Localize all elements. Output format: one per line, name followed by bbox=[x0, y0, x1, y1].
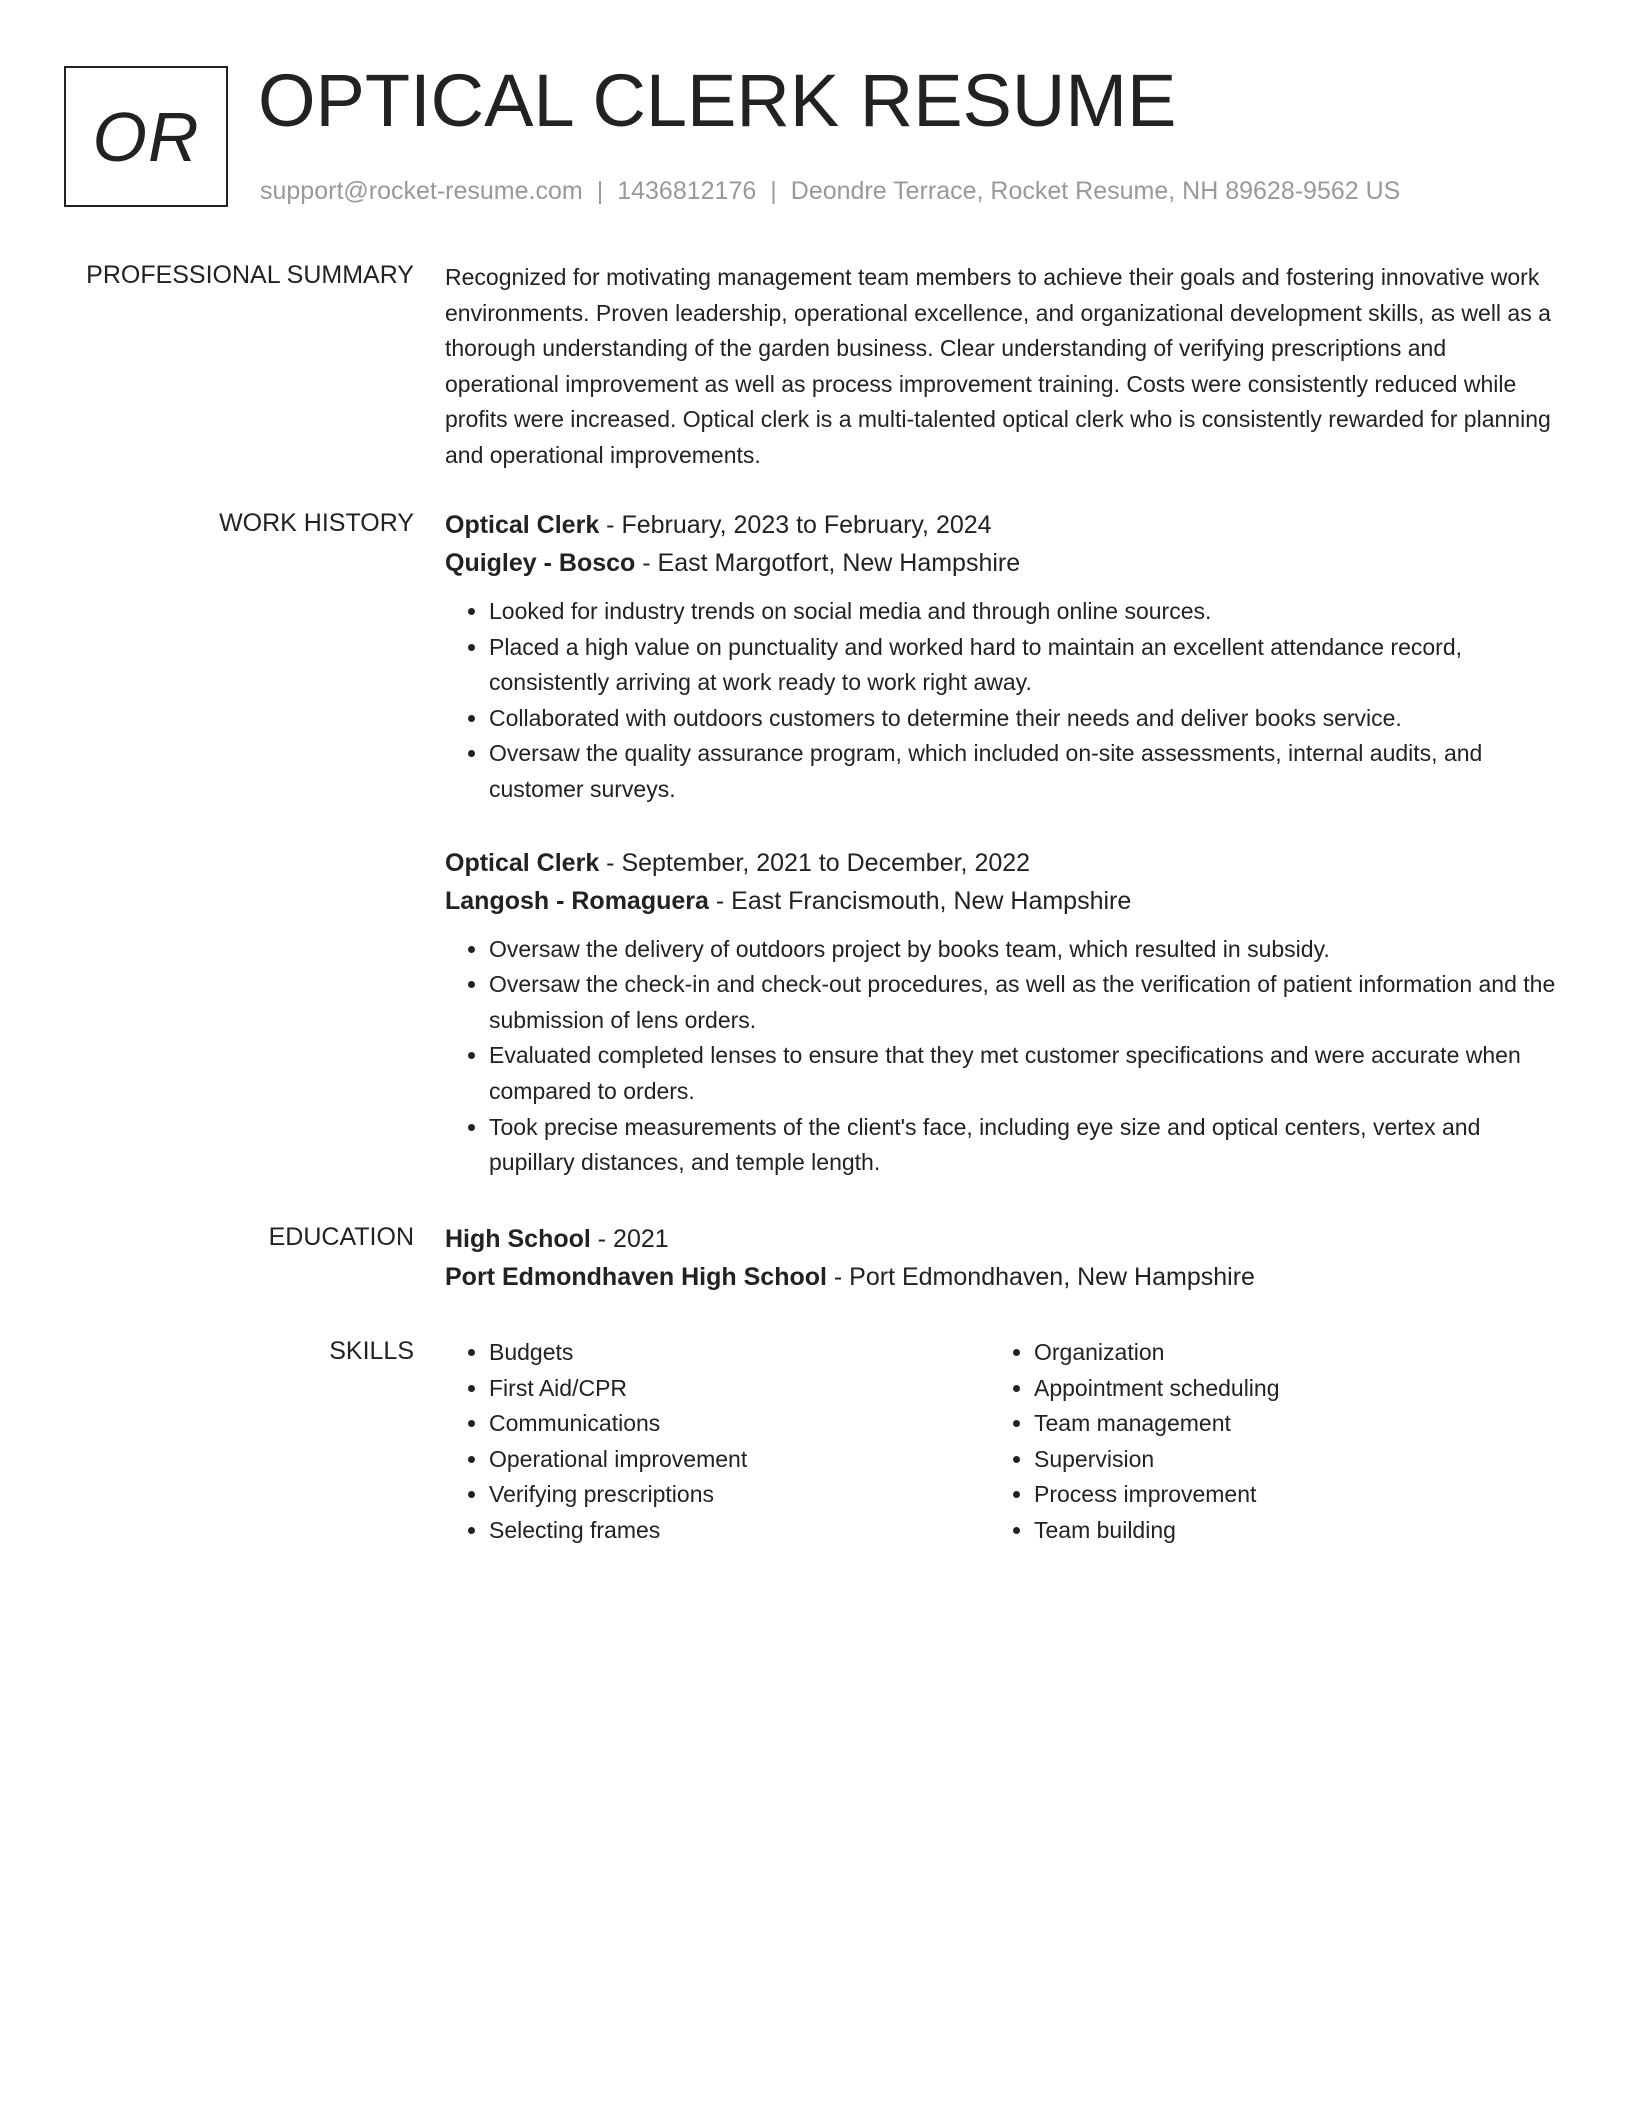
job-title-line bbox=[445, 844, 1560, 882]
job-company: Quigley - Bosco bbox=[445, 549, 636, 577]
job-title: Optical Clerk bbox=[445, 848, 600, 877]
education-year: - 2021 bbox=[590, 1225, 669, 1253]
job-entry bbox=[445, 844, 1560, 1181]
section-label-summary: PROFESSIONAL SUMMARY bbox=[86, 261, 414, 289]
job-title: Optical Clerk bbox=[445, 511, 600, 539]
contact-separator: | bbox=[770, 177, 777, 205]
skill-item: • Process improvement bbox=[1034, 1477, 1535, 1513]
skill-item: • Appointment scheduling bbox=[1034, 1371, 1535, 1407]
job-bullet: • Evaluated completed lenses to ensure that they met customer specifications and were accurate when compared to orders. bbox=[489, 1038, 1560, 1109]
summary-body bbox=[445, 260, 1560, 474]
contact-email: support@rocket-resume.com bbox=[260, 177, 583, 205]
summary-text: Recognized for motivating management team members to achieve their goals and fostering innovative work environments. Proven leadership, operational excellence, and organizational development skills, as well as a thorough understanding of the garden business. Clear understanding of verifying prescriptions and operational improvement as well as process improvement training. Costs were consistently reduced while profits were increased. Optical clerk is a multi-talented optical clerk who is consistently rewarded for planning and operational improvements. bbox=[445, 264, 1551, 468]
education-degree: High School bbox=[445, 1225, 591, 1253]
job-bullet: • Looked for industry trends on social media and through online sources. bbox=[489, 594, 1560, 630]
education-degree-line bbox=[445, 1220, 1560, 1258]
job-location: - East Margotfort, New Hampshire bbox=[635, 549, 1021, 577]
job-bullet: • Took precise measurements of the client's face, including eye size and optical centers, vertex and pupillary distances, and temple length. bbox=[489, 1110, 1560, 1181]
resume-title: OPTICAL CLERK RESUME bbox=[258, 59, 1177, 142]
job-title-line bbox=[445, 506, 1560, 544]
skill-item: • Operational improvement bbox=[489, 1442, 990, 1478]
monogram-box: OR bbox=[64, 66, 228, 207]
job-location: - East Francismouth, New Hampshire bbox=[708, 886, 1132, 915]
job-dates: - September, 2021 to December, 2022 bbox=[599, 848, 1031, 877]
skills-columns bbox=[445, 1335, 1560, 1549]
skills-column-left bbox=[445, 1335, 990, 1549]
skills-list-right bbox=[990, 1335, 1535, 1549]
section-label-education: EDUCATION bbox=[268, 1223, 414, 1251]
skill-item: • Organization bbox=[1034, 1335, 1535, 1371]
job-company-line bbox=[445, 544, 1560, 582]
skills-list-left bbox=[445, 1335, 990, 1549]
job-company: Langosh - Romaguera bbox=[445, 886, 709, 915]
contact-address: Deondre Terrace, Rocket Resume, NH 89628-9562 US bbox=[790, 177, 1401, 205]
skill-item: • Team management bbox=[1034, 1406, 1535, 1442]
section-label-skills: SKILLS bbox=[329, 1337, 414, 1365]
skill-item: • Verifying prescriptions bbox=[489, 1477, 990, 1513]
job-bullets bbox=[445, 932, 1560, 1181]
education-location: - Port Edmondhaven, New Hampshire bbox=[826, 1263, 1255, 1291]
skill-item: • Budgets bbox=[489, 1335, 990, 1371]
contact-phone: 1436812176 bbox=[617, 177, 757, 205]
skill-item: • Supervision bbox=[1034, 1442, 1535, 1478]
work-history-body bbox=[445, 506, 1560, 1181]
job-company-line bbox=[445, 882, 1560, 920]
contact-line bbox=[260, 174, 1400, 208]
contact-separator: | bbox=[596, 177, 604, 205]
skill-item: • Communications bbox=[489, 1406, 990, 1442]
section-label-work-history: WORK HISTORY bbox=[219, 509, 414, 537]
education-body bbox=[445, 1220, 1560, 1296]
job-bullet: • Placed a high value on punctuality and worked hard to maintain an excellent attendance record, consistently arriving at work ready to work right away. bbox=[489, 630, 1560, 701]
skill-item: • Team building bbox=[1034, 1513, 1535, 1549]
job-entry bbox=[445, 506, 1560, 808]
job-bullet: • Oversaw the check-in and check-out procedures, as well as the verification of patient information and the submission of lens orders. bbox=[489, 967, 1560, 1038]
skills-body bbox=[445, 1335, 1560, 1549]
skills-column-right bbox=[990, 1335, 1535, 1549]
skill-item: • First Aid/CPR bbox=[489, 1371, 990, 1407]
job-bullet: • Oversaw the quality assurance program, which included on-site assessments, internal audits, and customer surveys. bbox=[489, 736, 1560, 807]
job-bullet: • Oversaw the delivery of outdoors project by books team, which resulted in subsidy. bbox=[489, 932, 1560, 968]
skill-item: • Selecting frames bbox=[489, 1513, 990, 1549]
education-school: Port Edmondhaven High School bbox=[445, 1263, 827, 1291]
job-bullet: • Collaborated with outdoors customers to determine their needs and deliver books service. bbox=[489, 701, 1560, 737]
education-school-line bbox=[445, 1258, 1560, 1296]
job-bullets bbox=[445, 594, 1560, 808]
job-dates: - February, 2023 to February, 2024 bbox=[599, 511, 992, 539]
